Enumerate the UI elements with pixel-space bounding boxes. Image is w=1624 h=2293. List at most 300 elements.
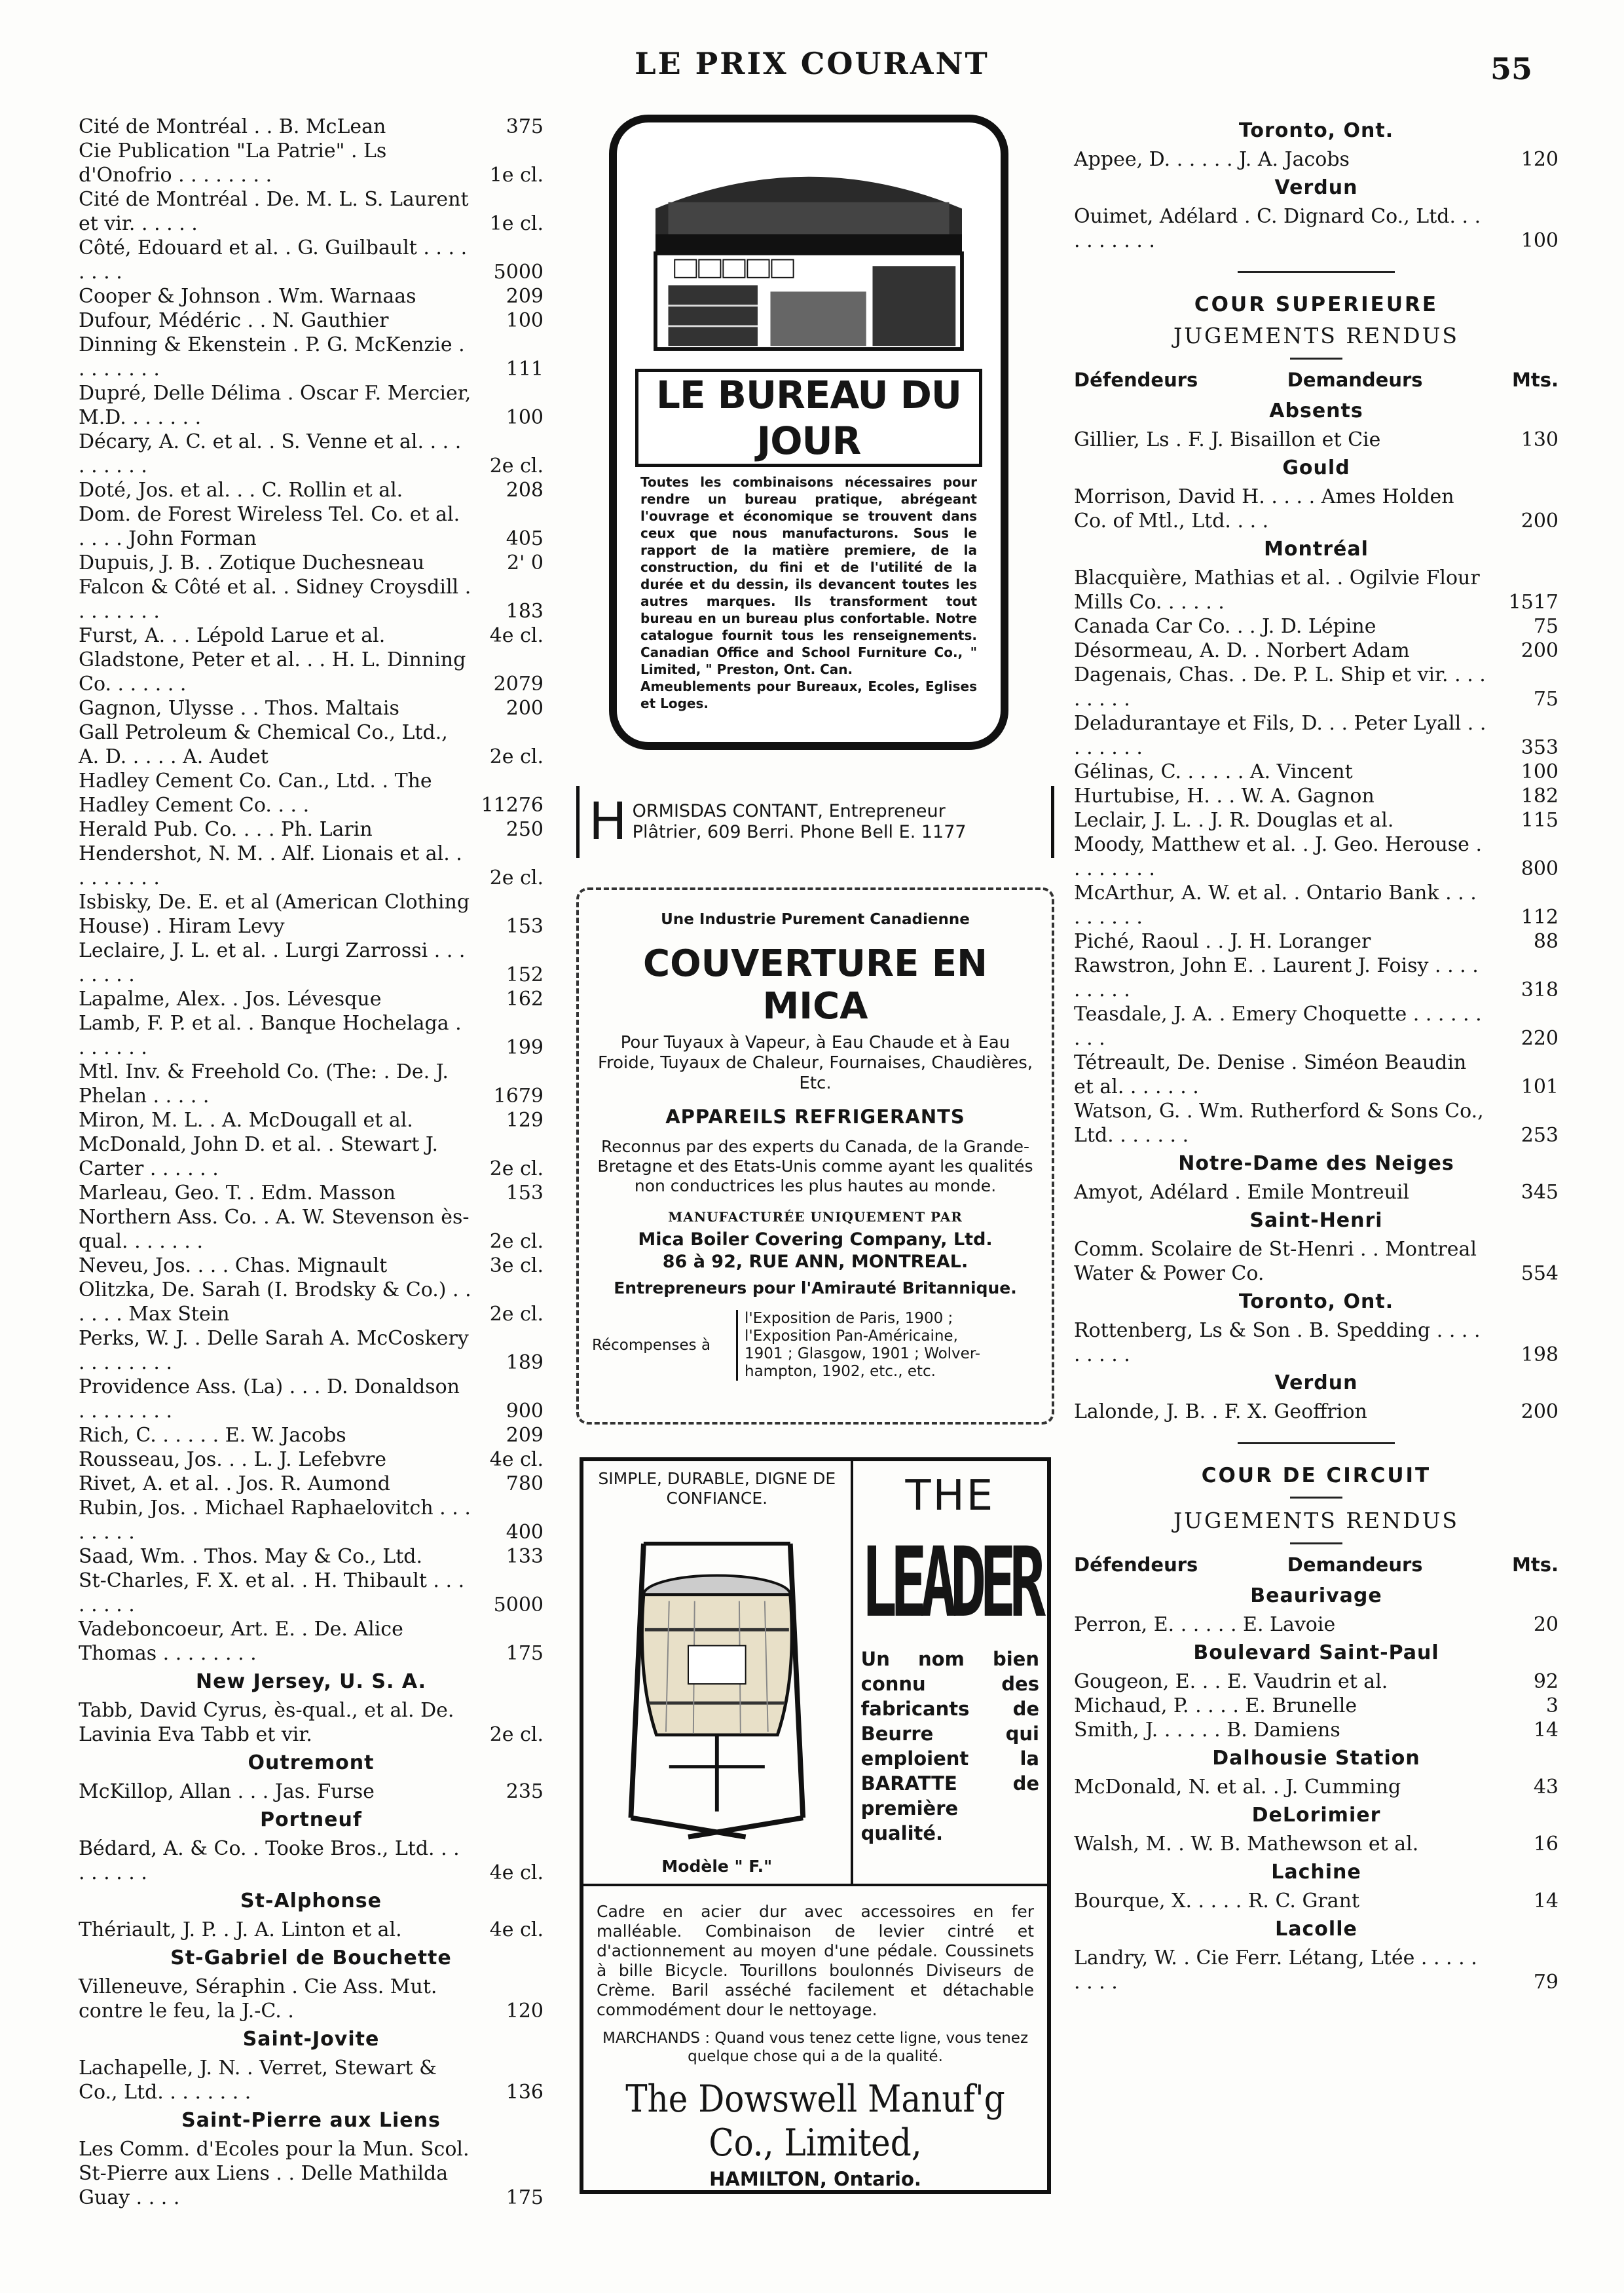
entry-parties: Rubin, Jos. . Michael Raphaelovitch . . . . . . . . <box>79 1497 471 1544</box>
entry-amount: 88 <box>1533 930 1559 953</box>
locality-heading: Beaurivage <box>1250 1584 1382 1607</box>
judgment-entry <box>79 551 544 575</box>
entry-amount: 200 <box>1521 1400 1559 1423</box>
entry-parties: Landry, W. . Cie Ferr. Létang, Ltée . . . . . . . . . <box>1074 1947 1477 1994</box>
entry-parties: Tabb, David Cyrus, ès-qual., et al. De. Lavinia Eva Tabb et vir. <box>79 1699 454 1746</box>
entry-amount: 4e cl. <box>489 1861 544 1884</box>
judgment-entry <box>1074 639 1559 663</box>
entry-parties: St-Charles, F. X. et al. . H. Thibault . . . . . . . . <box>79 1569 465 1616</box>
entry-parties: Morrison, David H. . . . . Ames Holden Co. of Mtl., Ltd. . . . <box>1074 485 1454 532</box>
entry-amount: 43 <box>1533 1776 1559 1799</box>
judgment-entry <box>1074 1946 1559 1994</box>
judgment-entry <box>79 381 544 430</box>
entry-amount: 5000 <box>493 261 544 284</box>
judgment-entry <box>79 1278 544 1326</box>
locality-heading: New Jersey, U. S. A. <box>195 1670 426 1693</box>
judgment-entry <box>1074 760 1559 784</box>
judgment-entry <box>1074 954 1559 1002</box>
entry-parties: Gougeon, E. . . E. Vaudrin et al. <box>1074 1670 1388 1693</box>
entry-parties: Cité de Montréal . De. M. L. S. Laurent et vir. . . . . . <box>79 188 469 235</box>
entry-parties: Rich, C. . . . . . E. W. Jacobs <box>79 1424 346 1447</box>
mica-manufactured-by: MANUFACTURÉE UNIQUEMENT PAR <box>668 1209 963 1225</box>
col-defendeurs: Défendeurs <box>1074 369 1198 391</box>
entry-parties: Neveu, Jos. . . . Chas. Mignault <box>79 1254 388 1277</box>
judgment-entry <box>79 1918 544 1942</box>
judgment-entry <box>79 236 544 284</box>
entry-amount: 112 <box>1521 906 1559 929</box>
judgment-entry <box>79 1975 544 2023</box>
entry-parties: Bourque, X. . . . . R. C. Grant <box>1074 1890 1360 1912</box>
entry-parties: Teasdale, J. A. . Emery Choquette . . . . . . . . . <box>1074 1003 1482 1050</box>
entry-parties: Amyot, Adélard . Emile Montreuil <box>1074 1181 1410 1204</box>
mica-award: l'Exposition Pan-Américaine, <box>745 1328 958 1345</box>
entry-parties: Cité de Montréal . . B. McLean <box>79 115 386 138</box>
plastrier-line-2: Plâtrier, 609 Berri. Phone Bell E. 1177 <box>632 822 967 842</box>
entry-amount: 4e cl. <box>489 1918 544 1941</box>
judgment-entry <box>79 817 544 842</box>
entry-amount: 1517 <box>1508 591 1559 614</box>
divider <box>1290 1542 1342 1544</box>
locality-heading: Lacolle <box>1275 1918 1357 1941</box>
plastrier-initial: H <box>589 792 627 851</box>
mica-award: hampton, 1902, etc., etc. <box>745 1363 936 1380</box>
divider <box>1238 1442 1395 1444</box>
judgment-entry <box>79 575 544 624</box>
entry-parties: Deladurantaye et Fils, D. . . Peter Lyall . . . . . . . . <box>1074 712 1486 759</box>
entry-amount: 14 <box>1533 1890 1559 1912</box>
entry-parties: McDonald, John D. et al. . Stewart J. Carter . . . . . . <box>79 1133 439 1180</box>
entry-parties: Gladstone, Peter et al. . . H. L. Dinning Co. . . . . . . <box>79 648 466 696</box>
judgment-entry <box>79 187 544 236</box>
entry-amount: 345 <box>1521 1181 1559 1204</box>
locality-heading: DeLorimier <box>1251 1804 1381 1827</box>
desk-ad-title: LE BUREAU DU JOUR <box>635 369 982 467</box>
entry-amount: 100 <box>506 309 544 332</box>
entry-parties: Comm. Scolaire de St-Henri . . Montreal Water & Power Co. <box>1074 1238 1477 1285</box>
entry-amount: 16 <box>1533 1833 1559 1855</box>
locality-heading: Saint-Henri <box>1249 1209 1383 1232</box>
entry-parties: Falcon & Côté et al. . Sidney Croysdill . . . . . . . . <box>79 576 471 623</box>
judgment-entry <box>79 624 544 648</box>
mica-contractors: Entrepreneurs pour l'Amirauté Britannique. <box>614 1278 1017 1297</box>
cour-circuit-title: COUR DE CIRCUIT <box>1201 1464 1431 1487</box>
judgment-entry <box>1074 832 1559 881</box>
entry-amount: 2e cl. <box>489 1157 544 1180</box>
locality-heading: Verdun <box>1274 176 1358 199</box>
entry-amount: 200 <box>1521 639 1559 662</box>
judgment-entry <box>1074 1099 1559 1147</box>
entry-amount: 800 <box>1521 857 1559 880</box>
judgment-entry <box>1074 485 1559 533</box>
locality-heading: Saint-Jovite <box>242 2028 380 2051</box>
entry-parties: Northern Ass. Co. . A. W. Stevenson ès-qual. . . . . . . <box>79 1206 470 1253</box>
judgment-entry <box>79 115 544 139</box>
entry-parties: Hadley Cement Co. Can., Ltd. . The Hadley Cement Co. . . . <box>79 770 432 817</box>
entry-parties: Watson, G. . Wm. Rutherford & Sons Co., Ltd. . . . . . . <box>1074 1100 1484 1147</box>
judgment-entry <box>79 502 544 551</box>
entry-parties: Furst, A. . . Lépold Larue et al. <box>79 624 386 647</box>
entry-amount: 208 <box>506 479 544 502</box>
entry-amount: 153 <box>506 915 544 938</box>
entry-parties: Mtl. Inv. & Freehold Co. (The: . De. J. Phelan . . . . . <box>79 1060 449 1108</box>
page-header-title: LE PRIX COURANT <box>635 46 989 81</box>
cour-superieure-title: COUR SUPERIEURE <box>1194 293 1439 316</box>
leader-description: Cadre en acier dur avec accessoires en fer malléable. Combinaison de levier cintré et d'actionnement au moyen d'une pédale. Coussinets à bille Bicycle. Tourillons boulonnés Diviseurs de Crème. Baril asséché facilement et détachable commodément dour le nettoyage. <box>597 1902 1034 2019</box>
entry-amount: 3e cl. <box>489 1254 544 1277</box>
judgment-entry <box>1074 1775 1559 1799</box>
judgment-entry <box>1074 1889 1559 1913</box>
mica-awards-list <box>736 1310 980 1381</box>
judgment-entry <box>79 1544 544 1569</box>
entry-parties: Les Comm. d'Ecoles pour la Mun. Scol. St-Pierre aux Liens . . Delle Mathilda Guay . . . . <box>79 2138 470 2209</box>
mica-award: 1901 ; Glasgow, 1901 ; Wolver- <box>745 1345 981 1362</box>
divider <box>1290 1497 1342 1499</box>
judgment-entry <box>1074 1669 1559 1694</box>
entry-amount: 2e cl. <box>489 1723 544 1746</box>
locality-heading: Notre-Dame des Neiges <box>1178 1152 1454 1175</box>
judgment-entry <box>1074 1613 1559 1637</box>
entry-parties: Smith, J. . . . . . B. Damiens <box>1074 1719 1340 1742</box>
judgment-entry <box>79 842 544 890</box>
judgment-entry <box>79 1108 544 1132</box>
judgment-entry <box>79 1181 544 1205</box>
judgment-entry <box>1074 1180 1559 1204</box>
divider <box>1238 271 1395 273</box>
entry-parties: McKillop, Allan . . . Jas. Furse <box>79 1780 375 1803</box>
entry-amount: 175 <box>506 1642 544 1665</box>
col-montants: Mts. <box>1512 1554 1559 1576</box>
col-demandeurs: Demandeurs <box>1287 369 1423 391</box>
judgment-entry <box>79 1060 544 1108</box>
entry-amount: 4e cl. <box>489 1448 544 1471</box>
entry-parties: Lamb, F. P. et al. . Banque Hochelaga . . . . . . . <box>79 1012 462 1059</box>
entry-parties: Rousseau, Jos. . . L. J. Lefebvre <box>79 1448 387 1471</box>
judgment-entry <box>1074 204 1559 253</box>
locality-heading: Lachine <box>1271 1861 1361 1884</box>
entry-amount: 1e cl. <box>489 164 544 187</box>
entry-amount: 120 <box>506 2000 544 2023</box>
desk-advertisement <box>609 115 1008 750</box>
entry-amount: 100 <box>506 406 544 429</box>
right-column <box>1074 115 1559 1994</box>
judgment-entry <box>79 987 544 1011</box>
entry-amount: 175 <box>506 2186 544 2209</box>
entry-parties: Dufour, Médéric . . N. Gauthier <box>79 309 389 332</box>
entry-amount: 200 <box>1521 510 1559 532</box>
mica-address: 86 à 92, RUE ANN, MONTREAL. <box>662 1252 969 1272</box>
entry-amount: 20 <box>1533 1613 1559 1636</box>
entry-amount: 209 <box>506 285 544 308</box>
entry-parties: Rivet, A. et al. . Jos. R. Aumond <box>79 1472 390 1495</box>
entry-parties: Décary, A. C. et al. . S. Venne et al. . . . . . . . . . <box>79 430 462 477</box>
judgment-entry <box>1074 1318 1559 1367</box>
entry-amount: 3 <box>1545 1694 1559 1717</box>
entry-parties: Dupré, Delle Délima . Oscar F. Mercier, M.D. . . . . . . <box>79 382 471 429</box>
locality-heading: Boulevard Saint-Paul <box>1193 1641 1439 1664</box>
entry-parties: Moody, Matthew et al. . J. Geo. Herouse . . . . . . . . <box>1074 833 1483 880</box>
judgment-entry <box>79 1011 544 1060</box>
left-entries <box>79 115 544 2210</box>
col-demandeurs: Demandeurs <box>1287 1554 1423 1576</box>
entry-parties: Gagnon, Ulysse . . Thos. Maltais <box>79 697 399 720</box>
judgment-entry <box>79 648 544 696</box>
entry-amount: 554 <box>1521 1262 1559 1285</box>
desk-ad-footer: Ameublements pour Bureaux, Ecoles, Eglises et Loges. <box>640 679 977 711</box>
entry-parties: Doté, Jos. et al. . . C. Rollin et al. <box>79 479 403 502</box>
leader-tagline: SIMPLE, DURABLE, DIGNE DE CONFIANCE. <box>598 1469 836 1508</box>
entry-amount: 2' 0 <box>507 551 544 574</box>
entry-parties: Désormeau, A. D. . Norbert Adam <box>1074 639 1410 662</box>
judgment-entry <box>79 308 544 333</box>
entry-parties: Dom. de Forest Wireless Tel. Co. et al. . . . . John Forman <box>79 503 460 550</box>
entry-amount: 75 <box>1533 615 1559 638</box>
judgment-entry <box>1074 663 1559 711</box>
judgment-entry <box>79 2056 544 2104</box>
cour-circuit-subtitle: JUGEMENTS RENDUS <box>1173 1508 1460 1533</box>
judgment-entry <box>1074 566 1559 614</box>
leader-city: HAMILTON, Ontario. <box>709 2168 921 2190</box>
entry-parties: McArthur, A. W. et al. . Ontario Bank . . . . . . . . . <box>1074 882 1477 929</box>
entry-parties: Miron, M. L. . A. McDougall et al. <box>79 1109 413 1132</box>
entry-parties: Cie Publication "La Patrie" . Ls d'Onofrio . . . . . . . . <box>79 140 387 187</box>
entry-parties: Rawstron, John E. . Laurent J. Foisy . . . . . . . . . <box>1074 954 1479 1001</box>
entry-amount: 780 <box>506 1472 544 1495</box>
leader-company: The Dowswell Manuf'g Co., Limited, <box>625 2077 1005 2165</box>
cour-superieure-column-heads <box>1074 369 1559 391</box>
entry-parties: Blacquière, Mathias et al. . Ogilvie Flour Mills Co. . . . . . <box>1074 567 1480 614</box>
entry-amount: 111 <box>506 358 544 381</box>
leader-word: LEADER <box>860 1526 1039 1639</box>
entry-amount: 92 <box>1533 1670 1559 1693</box>
entry-parties: Leclaire, J. L. et al. . Lurgi Zarrossi . . . . . . . . <box>79 939 466 986</box>
entry-parties: Tétreault, De. Denise . Siméon Beaudin et al. . . . . . . <box>1074 1051 1467 1098</box>
locality-heading: St-Alphonse <box>240 1890 382 1912</box>
entry-amount: 2e cl. <box>489 455 544 477</box>
mica-awards-label: Récompenses à <box>592 1336 711 1354</box>
judgment-entry <box>79 333 544 381</box>
judgment-entry <box>79 696 544 720</box>
locality-heading: Toronto, Ont. <box>1238 1290 1394 1313</box>
entry-amount: 136 <box>506 2081 544 2104</box>
judgment-entry <box>79 1569 544 1617</box>
entry-amount: 189 <box>506 1351 544 1374</box>
entry-parties: Gillier, Ls . F. J. Bisaillon et Cie <box>1074 428 1381 451</box>
judgment-entry <box>1074 881 1559 929</box>
entry-parties: Vadeboncoeur, Art. E. . De. Alice Thomas . . . . . . . . <box>79 1618 403 1665</box>
entry-amount: 100 <box>1521 229 1559 252</box>
entry-amount: 2e cl. <box>489 745 544 768</box>
leader-advertisement <box>580 1457 1051 2194</box>
judgment-entry <box>1074 1002 1559 1051</box>
entry-amount: 405 <box>506 527 544 550</box>
entry-amount: 1679 <box>493 1085 544 1108</box>
entry-amount: 1e cl. <box>489 212 544 235</box>
right-entries-part1 <box>1074 115 1559 253</box>
judgment-entry <box>79 720 544 769</box>
entry-parties: McDonald, N. et al. . J. Cumming <box>1074 1776 1401 1799</box>
entry-parties: Gall Petroleum & Chemical Co., Ltd., A. D. . . . . A. Audet <box>79 721 448 768</box>
leader-the: THE <box>905 1472 995 1520</box>
judgment-entry <box>79 1836 544 1885</box>
judgment-entry <box>79 890 544 939</box>
locality-heading: Dalhousie Station <box>1212 1747 1420 1770</box>
entry-amount: 2e cl. <box>489 1303 544 1326</box>
judgment-entry <box>79 1617 544 1666</box>
mica-description: Pour Tuyaux à Vapeur, à Eau Chaude et à Eau Froide, Tuyaux de Chaleur, Fournaises, Chaudières, Etc. <box>597 1033 1033 1093</box>
entry-parties: Appee, D. . . . . . J. A. Jacobs <box>1074 148 1350 171</box>
entry-parties: Côté, Edouard et al. . G. Guilbault . . . . . . . . <box>79 236 468 284</box>
right-entries-part2 <box>1074 395 1559 1424</box>
locality-heading: Verdun <box>1274 1371 1358 1394</box>
plastrier-text <box>633 801 967 843</box>
judgment-entry <box>79 1205 544 1254</box>
entry-amount: 152 <box>506 963 544 986</box>
right-entries-part3 <box>1074 1580 1559 1994</box>
entry-amount: 120 <box>1521 148 1559 171</box>
entry-parties: Saad, Wm. . Thos. May & Co., Ltd. <box>79 1545 423 1568</box>
entry-parties: Walsh, M. . W. B. Mathewson et al. <box>1074 1833 1419 1855</box>
entry-parties: Perron, E. . . . . . E. Lavoie <box>1074 1613 1336 1636</box>
entry-amount: 318 <box>1521 979 1559 1001</box>
entry-parties: Leclair, J. L. . J. R. Douglas et al. <box>1074 809 1394 832</box>
entry-parties: Isbisky, De. E. et al (American Clothing House) . Hiram Levy <box>79 891 470 938</box>
entry-amount: 2079 <box>493 673 544 696</box>
mica-subtitle: APPAREILS REFRIGERANTS <box>665 1106 965 1128</box>
judgment-entry <box>1074 1832 1559 1856</box>
judgment-entry <box>1074 784 1559 808</box>
col-defendeurs: Défendeurs <box>1074 1554 1198 1576</box>
mica-title: COUVERTURE EN MICA <box>642 942 988 1028</box>
judgment-entry <box>79 1132 544 1181</box>
judgment-entry <box>1074 711 1559 760</box>
col-montants: Mts. <box>1512 369 1559 391</box>
entry-parties: Marleau, Geo. T. . Edm. Masson <box>79 1182 396 1204</box>
entry-parties: Olitzka, De. Sarah (I. Brodsky & Co.) . . . . . . Max Stein <box>79 1278 471 1326</box>
entry-parties: Lachapelle, J. N. . Verret, Stewart & Co., Ltd. . . . . . . . <box>79 2057 437 2104</box>
plastrier-line-1: ORMISDAS CONTANT, Entrepreneur <box>632 801 946 821</box>
rolltop-desk-illustration <box>630 136 987 358</box>
judgment-entry <box>1074 147 1559 172</box>
entry-parties: Hurtubise, H. . . W. A. Gagnon <box>1074 785 1375 808</box>
cour-superieure-subtitle: JUGEMENTS RENDUS <box>1173 323 1460 348</box>
entry-amount: 14 <box>1533 1719 1559 1742</box>
entry-amount: 209 <box>506 1424 544 1447</box>
judgment-entry <box>79 478 544 502</box>
mica-text: Reconnus par des experts du Canada, de la Grande-Bretagne et des Etats-Unis comme ayant les qualités non conductrices les plus hautes au monde. <box>597 1137 1033 1195</box>
entry-amount: 2e cl. <box>489 1230 544 1253</box>
leader-merchants: MARCHANDS : Quand vous tenez cette ligne, vous tenez quelque chose qui a de la qualité. <box>602 2030 1029 2065</box>
entry-amount: 198 <box>1521 1343 1559 1366</box>
judgment-entry <box>1074 1051 1559 1099</box>
judgment-entry <box>79 769 544 817</box>
entry-amount: 2e cl. <box>489 867 544 889</box>
divider <box>1290 358 1342 360</box>
entry-amount: 183 <box>506 600 544 623</box>
locality-heading: Portneuf <box>260 1808 362 1831</box>
mica-top-line: Une Industrie Purement Canadienne <box>661 911 970 928</box>
entry-amount: 250 <box>506 818 544 841</box>
entry-parties: Thériault, J. P. . J. A. Linton et al. <box>79 1918 402 1941</box>
entry-parties: Dagenais, Chas. . De. P. L. Ship et vir. . . . . . . . . <box>1074 663 1486 711</box>
locality-heading: Saint-Pierre aux Liens <box>181 2109 441 2132</box>
judgment-entry <box>1074 929 1559 954</box>
entry-amount: 5000 <box>493 1594 544 1616</box>
entry-parties: Rottenberg, Ls & Son . B. Spedding . . . . . . . . . <box>1074 1319 1481 1366</box>
locality-heading: Absents <box>1269 400 1363 422</box>
judgment-entry <box>79 1423 544 1447</box>
entry-parties: Herald Pub. Co. . . . Ph. Larin <box>79 818 373 841</box>
judgment-entry <box>79 1780 544 1804</box>
entry-amount: 79 <box>1533 1971 1559 1994</box>
entry-parties: Dupuis, J. B. . Zotique Duchesneau <box>79 551 425 574</box>
entry-parties: Perks, W. J. . Delle Sarah A. McCoskery . . . . . . . . <box>79 1327 469 1374</box>
locality-heading: St-Gabriel de Bouchette <box>170 1947 452 1969</box>
entry-amount: 101 <box>1521 1075 1559 1098</box>
desk-ad-text: Toutes les combinaisons nécessaires pour rendre un bureau pratique, abrégeant l'ouvrage et économique se trouvent dans ceux que nous manufacturons. Sous le rapport de la matière premiere, de la construction, du fini et de l'utilité de la durée et du dessin, ils devancent toutes les autres marques. Ils transforment tout bureau en un bureau plus confortable. Notre catalogue fournit tous les renseignements. <box>640 474 977 643</box>
judgment-entry <box>1074 1237 1559 1286</box>
mica-company: Mica Boiler Covering Company, Ltd. <box>638 1229 993 1250</box>
leader-slogan: Un nom bien connu des fabricants de Beurre qui emploient la BARATTE de première qualité. <box>860 1648 1039 1844</box>
locality-heading: Gould <box>1282 457 1350 479</box>
cour-circuit-column-heads <box>1074 1554 1559 1576</box>
judgment-entry <box>79 1698 544 1747</box>
entry-amount: 162 <box>506 988 544 1011</box>
judgment-entry <box>1074 1694 1559 1718</box>
entry-amount: 353 <box>1521 736 1559 759</box>
judgment-entry <box>1074 614 1559 639</box>
entry-parties: Lapalme, Alex. . Jos. Lévesque <box>79 988 382 1011</box>
judgment-entry <box>79 1326 544 1375</box>
judgment-entry <box>79 1496 544 1544</box>
entry-parties: Dinning & Ekenstein . P. G. McKenzie . . . . . . . . <box>79 333 465 381</box>
entry-parties: Canada Car Co. . . J. D. Lépine <box>1074 615 1376 638</box>
locality-heading: Montréal <box>1264 538 1369 561</box>
mica-awards <box>592 1310 1039 1381</box>
entry-amount: 182 <box>1521 785 1559 808</box>
entry-parties: Michaud, P. . . . . E. Brunelle <box>1074 1694 1357 1717</box>
judgment-entry <box>1074 428 1559 452</box>
entry-amount: 100 <box>1521 760 1559 783</box>
left-column <box>79 115 544 2210</box>
judgment-entry <box>1074 1718 1559 1742</box>
page-number: 55 <box>1490 51 1532 86</box>
entry-amount: 375 <box>506 115 544 138</box>
desk-ad-body <box>630 471 987 715</box>
entry-parties: Lalonde, J. B. . F. X. Geoffrion <box>1074 1400 1367 1423</box>
desk-ad-company: Canadian Office and School Furniture Co., " Limited, " Preston, Ont. Can. <box>640 644 977 677</box>
entry-amount: 400 <box>506 1521 544 1544</box>
entry-amount: 133 <box>506 1545 544 1568</box>
mica-award: l'Exposition de Paris, 1900 ; <box>745 1310 953 1327</box>
entry-amount: 153 <box>506 1182 544 1204</box>
entry-parties: Villeneuve, Séraphin . Cie Ass. Mut. contre le feu, la J.-C. . <box>79 1975 437 2023</box>
entry-parties: Bédard, A. & Co. . Tooke Bros., Ltd. . . . . . . . . <box>79 1837 460 1884</box>
entry-amount: 220 <box>1521 1027 1559 1050</box>
entry-amount: 4e cl. <box>489 624 544 647</box>
judgment-entry <box>79 139 544 187</box>
judgment-entry <box>79 1254 544 1278</box>
entry-parties: Hendershot, N. M. . Alf. Lionais et al. . . . . . . . . <box>79 842 462 889</box>
entry-amount: 115 <box>1521 809 1559 832</box>
butter-churn-illustration <box>593 1514 841 1854</box>
leader-model: Modèle " F." <box>661 1857 773 1876</box>
entry-amount: 900 <box>506 1400 544 1423</box>
entry-amount: 253 <box>1521 1124 1559 1147</box>
entry-amount: 129 <box>506 1109 544 1132</box>
judgment-entry <box>1074 1400 1559 1424</box>
locality-heading: Toronto, Ont. <box>1238 119 1394 142</box>
judgment-entry <box>79 284 544 308</box>
